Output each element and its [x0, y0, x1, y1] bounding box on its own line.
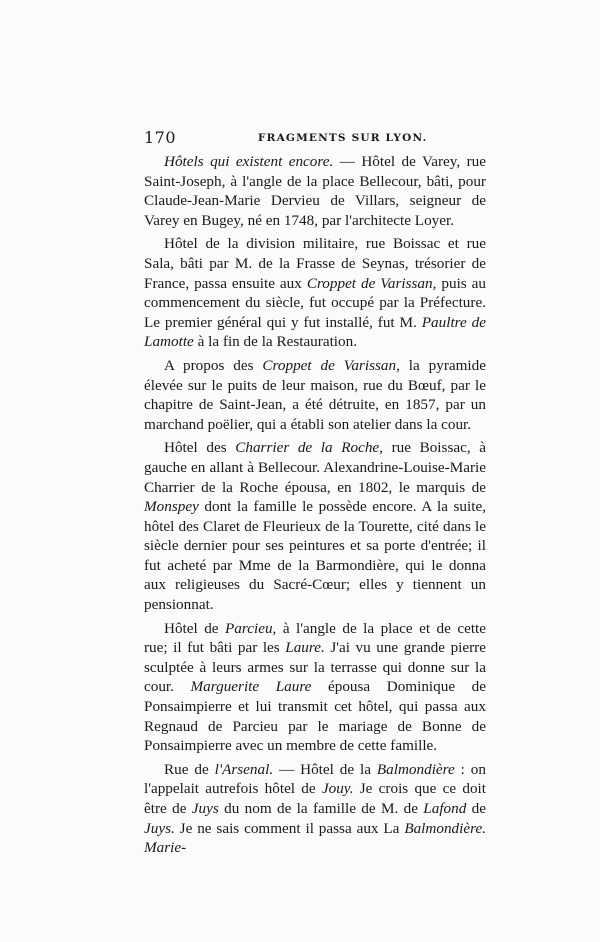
- italic-text-segment: l'Arsenal.: [214, 760, 274, 778]
- text-segment: puis au commencement du siècle, fut occupé par la Préfecture. Le premier général qui y fut installé, fut M.: [144, 274, 486, 331]
- text-segment: Rue de: [164, 760, 215, 778]
- text-segment: Hôtel de: [164, 619, 226, 637]
- italic-text-segment: Croppet de Varissan,: [262, 356, 400, 374]
- paragraph: [144, 152, 486, 230]
- text-segment: : on l'appelait autrefois hôtel de: [144, 760, 486, 798]
- italic-text-segment: Juys: [191, 800, 219, 817]
- italic-text-segment: Monspey: [144, 498, 199, 516]
- paragraph: [144, 760, 486, 858]
- running-title: FRAGMENTS SUR LYON.: [258, 132, 428, 144]
- italic-text-segment: Lafond: [423, 800, 467, 817]
- italic-text-segment: Croppet de Varissan,: [306, 274, 437, 292]
- italic-text-segment: Charrier de la Roche,: [235, 439, 383, 457]
- text-segment: du nom de la famille de M. de: [218, 800, 424, 817]
- text-segment: Je crois que ce doit être de: [144, 780, 486, 817]
- paragraph: [144, 234, 486, 352]
- text-segment: à la fin de la Restauration.: [193, 333, 358, 351]
- text-segment: la pyramide élevée sur le puits de leur maison, rue du Bœuf, par le chapitre de Saint-Jean, a été détruite, en 1857, par un marchand poëlier, qui a établi son atelier dans la cour.: [144, 356, 486, 433]
- paragraph: [144, 356, 486, 434]
- italic-text-segment: Hôtels qui existent encore.: [164, 153, 334, 170]
- italic-text-segment: Balmondière: [376, 760, 455, 778]
- italic-text-segment: Paultre de Lamotte: [144, 313, 486, 351]
- text-segment: A propos des: [164, 356, 263, 374]
- text-segment: J'ai vu une grande pierre sculptée à leurs armes sur la terrasse qui donne sur la cour.: [144, 639, 486, 696]
- text-segment: de: [466, 800, 487, 817]
- paragraph: [144, 438, 486, 614]
- text-segment: rue Boissac, à gauche en allant à Bellecour. Alexandrine-Louise-Marie Charrier de la Roche épousa, en 1802, le marquis de: [144, 439, 486, 496]
- text-segment: dont la famille le possède encore. A la suite, hôtel des Claret de Fleurieux de la Tourette, cité dans le siècle dernier pour ses peintures et sa porte d'entrée; il fut acheté par Mme de la Barmondière, qui le donna aux religieuses du Sacré-Cœur; elles y tiennent un pensionnat.: [144, 498, 486, 614]
- italic-text-segment: Marguerite Laure: [190, 678, 312, 696]
- page-header: [144, 128, 486, 148]
- text-segment: Hôtel de la division militaire, rue Boissac et rue Sala, bâti par M. de la Frasse de Seynas, trésorier de France, passa ensuite aux: [144, 235, 486, 292]
- paragraph: [144, 619, 486, 756]
- text-segment: à l'angle de la place et de cette rue; il fut bâti par les: [144, 619, 487, 657]
- text-segment: — Hôtel de la: [273, 760, 377, 778]
- text-segment: Hôtel des: [164, 439, 236, 457]
- text-segment: épousa Dominique de Ponsaimpierre et lui transmit cet hôtel, qui passa aux Regnaud de Parcieu par le mariage de Bonne de Ponsaimpierre avec un membre de cette famille.: [144, 678, 486, 755]
- italic-text-segment: Balmondière. Marie-: [144, 819, 486, 857]
- italic-text-segment: Laure.: [285, 639, 325, 657]
- italic-text-segment: Jouy.: [321, 780, 354, 798]
- italic-text-segment: Juys.: [144, 819, 175, 837]
- body-text: [144, 152, 486, 862]
- page-number: 170: [144, 128, 177, 147]
- italic-text-segment: Parcieu,: [225, 619, 277, 637]
- text-segment: — Hôtel de Varey, rue Saint-Joseph, à l'angle de la place Bellecour, bâti, pour Claude-Jean-Marie Dervieu de Villars, seigneur de Varey en Bugey, né en 1748, par l'architecte Loyer.: [144, 153, 487, 229]
- text-segment: Je ne sais comment il passa aux La: [174, 819, 405, 837]
